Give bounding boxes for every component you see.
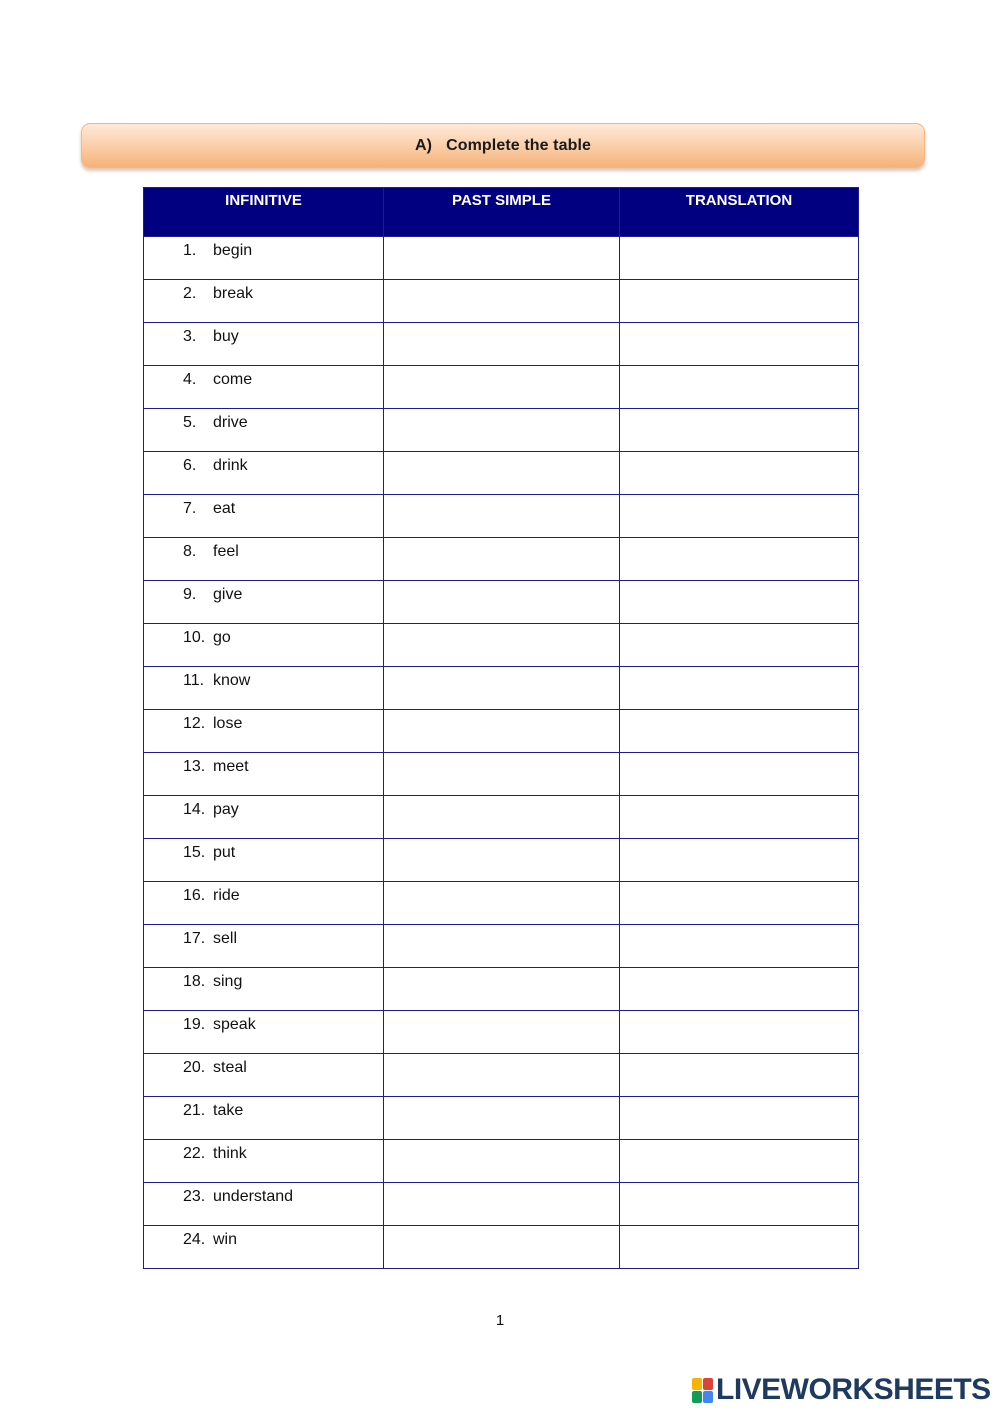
verb-text: put [213,844,236,861]
infinitive-cell [144,796,384,839]
verb-text: pay [213,801,239,818]
table-row [144,1097,859,1140]
infinitive-cell [144,237,384,280]
list-item [144,1014,383,1034]
verb-text: break [213,285,254,302]
translation-answer-field[interactable] [620,280,859,323]
item-number: 3. [183,328,197,345]
verb-text: win [213,1231,238,1248]
infinitive-cell [144,667,384,710]
verb-text: begin [213,242,253,259]
translation-answer-field[interactable] [620,1097,859,1140]
table-row [144,1183,859,1226]
table-row [144,409,859,452]
list-item [144,1229,383,1249]
item-number: 24. [183,1231,206,1248]
item-number: 18. [183,973,206,990]
translation-answer-field[interactable] [620,667,859,710]
table-row [144,495,859,538]
page-number: 1 [495,1312,505,1329]
infinitive-cell [144,452,384,495]
verb-text: buy [213,328,239,345]
section-banner [81,123,925,168]
item-number: 7. [183,500,197,517]
infinitive-cell [144,753,384,796]
item-number: 12. [183,715,206,732]
past-simple-answer-field[interactable] [384,1097,620,1140]
past-simple-answer-field[interactable] [384,925,620,968]
table-row [144,968,859,1011]
past-simple-answer-field[interactable] [384,753,620,796]
past-simple-answer-field[interactable] [384,452,620,495]
list-item [144,1186,383,1206]
infinitive-cell [144,1140,384,1183]
item-number: 2. [183,285,197,302]
item-number: 5. [183,414,197,431]
past-simple-answer-field[interactable] [384,796,620,839]
translation-answer-field[interactable] [620,1183,859,1226]
past-simple-answer-field[interactable] [384,882,620,925]
list-item [144,670,383,690]
list-item [144,541,383,561]
table-row [144,882,859,925]
item-number: 23. [183,1188,206,1205]
verb-text: lose [213,715,243,732]
verb-text: go [213,629,231,646]
verb-text: eat [213,500,236,517]
item-number: 6. [183,457,197,474]
infinitive-cell [144,1226,384,1269]
table-row [144,452,859,495]
item-number: 11. [183,672,205,689]
table-row [144,925,859,968]
past-simple-answer-field[interactable] [384,495,620,538]
translation-answer-field[interactable] [620,624,859,667]
section-title-text: Complete the table [446,136,592,154]
table-row [144,581,859,624]
past-simple-answer-field[interactable] [384,667,620,710]
infinitive-cell [144,323,384,366]
item-number: 13. [183,758,206,775]
item-number: 8. [183,543,197,560]
list-item [144,498,383,518]
table-body [144,237,859,1269]
list-item [144,412,383,432]
list-item [144,1143,383,1163]
table-row [144,1226,859,1269]
translation-answer-field[interactable] [620,237,859,280]
verb-text: drink [213,457,248,474]
list-item [144,756,383,776]
verb-text: know [213,672,251,689]
verb-text: meet [213,758,249,775]
list-item [144,283,383,303]
infinitive-cell [144,1183,384,1226]
table-row [144,624,859,667]
translation-answer-field[interactable] [620,1226,859,1269]
infinitive-cell [144,882,384,925]
infinitive-cell [144,366,384,409]
list-item [144,584,383,604]
past-simple-answer-field[interactable] [384,839,620,882]
list-item [144,369,383,389]
infinitive-cell [144,710,384,753]
past-simple-answer-field[interactable] [384,624,620,667]
past-simple-answer-field[interactable] [384,323,620,366]
past-simple-answer-field[interactable] [384,581,620,624]
infinitive-cell [144,581,384,624]
table-row [144,280,859,323]
translation-answer-field[interactable] [620,839,859,882]
logo-mark-icon [692,1378,712,1402]
item-number: 9. [183,586,197,603]
translation-answer-field[interactable] [620,753,859,796]
translation-answer-field[interactable] [620,538,859,581]
header-infinitive: INFINITIVE [144,188,384,237]
infinitive-cell [144,495,384,538]
list-item [144,842,383,862]
list-item [144,627,383,647]
translation-answer-field[interactable] [620,452,859,495]
infinitive-cell [144,1011,384,1054]
verb-text: feel [213,543,239,560]
list-item [144,240,383,260]
item-number: 10. [183,629,206,646]
infinitive-cell [144,1097,384,1140]
verb-text: speak [213,1016,256,1033]
past-simple-answer-field[interactable] [384,710,620,753]
table-row [144,839,859,882]
table-row [144,237,859,280]
translation-answer-field[interactable] [620,1054,859,1097]
verb-text: sing [213,973,243,990]
past-simple-answer-field[interactable] [384,237,620,280]
translation-answer-field[interactable] [620,882,859,925]
list-item [144,1100,383,1120]
infinitive-cell [144,538,384,581]
past-simple-answer-field[interactable] [384,366,620,409]
list-item [144,928,383,948]
infinitive-cell [144,624,384,667]
liveworksheets-logo [692,1374,991,1406]
translation-answer-field[interactable] [620,323,859,366]
table-row [144,538,859,581]
table-row [144,1011,859,1054]
item-number: 16. [183,887,206,904]
verb-text: drive [213,414,248,431]
table-row [144,1140,859,1183]
logo-text: LIVEWORKSHEETS [716,1373,991,1406]
past-simple-answer-field[interactable] [384,1183,620,1226]
table-row [144,366,859,409]
past-simple-answer-field[interactable] [384,538,620,581]
translation-answer-field[interactable] [620,925,859,968]
section-title [415,137,591,155]
past-simple-answer-field[interactable] [384,280,620,323]
verb-text: come [213,371,253,388]
item-number: 20. [183,1059,206,1076]
list-item [144,326,383,346]
list-item [144,971,383,991]
header-translation: TRANSLATION [620,188,859,237]
table-header-row [144,188,859,237]
header-past-simple: PAST SIMPLE [384,188,620,237]
section-letter: A) [414,136,433,154]
verb-text: understand [213,1188,294,1205]
infinitive-cell [144,280,384,323]
table-row [144,710,859,753]
item-number: 21. [183,1102,206,1119]
list-item [144,885,383,905]
table-row [144,753,859,796]
table-row [144,796,859,839]
item-number: 17. [183,930,206,947]
translation-answer-field[interactable] [620,1140,859,1183]
item-number: 1. [183,242,197,259]
list-item [144,713,383,733]
past-simple-answer-field[interactable] [384,1226,620,1269]
list-item [144,1057,383,1077]
infinitive-cell [144,925,384,968]
infinitive-cell [144,1054,384,1097]
past-simple-answer-field[interactable] [384,968,620,1011]
table-row [144,1054,859,1097]
translation-answer-field[interactable] [620,366,859,409]
list-item [144,799,383,819]
item-number: 15. [183,844,206,861]
past-simple-answer-field[interactable] [384,1054,620,1097]
item-number: 22. [183,1145,206,1162]
translation-answer-field[interactable] [620,1011,859,1054]
translation-answer-field[interactable] [620,796,859,839]
verb-text: think [213,1145,247,1162]
infinitive-cell [144,409,384,452]
translation-answer-field[interactable] [620,710,859,753]
list-item [144,455,383,475]
table-row [144,667,859,710]
item-number: 14. [183,801,206,818]
item-number: 4. [183,371,197,388]
table-row [144,323,859,366]
past-simple-answer-field[interactable] [384,1011,620,1054]
verb-text: sell [213,930,238,947]
translation-answer-field[interactable] [620,581,859,624]
translation-answer-field[interactable] [620,495,859,538]
infinitive-cell [144,968,384,1011]
verb-text: give [213,586,243,603]
verb-text: steal [213,1059,247,1076]
verb-text: take [213,1102,244,1119]
infinitive-cell [144,839,384,882]
past-simple-answer-field[interactable] [384,1140,620,1183]
verb-text: ride [213,887,240,904]
translation-answer-field[interactable] [620,409,859,452]
verb-table [143,187,859,1269]
translation-answer-field[interactable] [620,968,859,1011]
past-simple-answer-field[interactable] [384,409,620,452]
item-number: 19. [183,1016,206,1033]
